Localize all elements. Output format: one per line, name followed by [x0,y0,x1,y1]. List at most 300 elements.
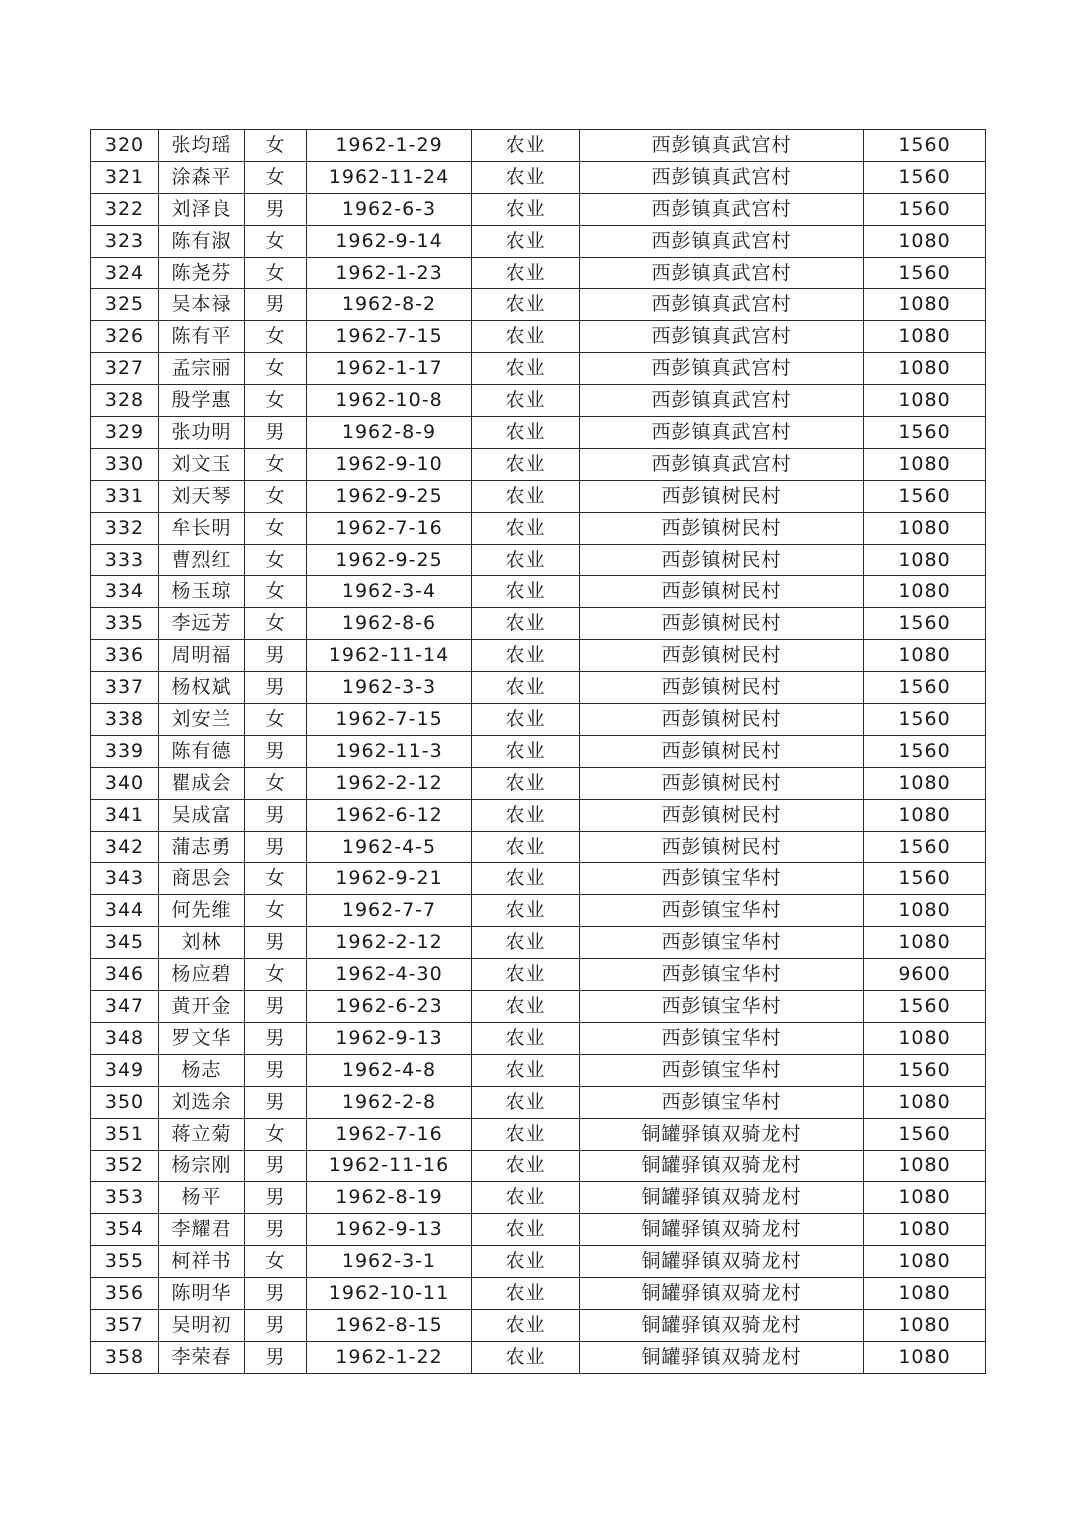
birth-date-cell: 1962-9-13 [307,1022,472,1054]
birth-date-cell: 1962-7-16 [307,1118,472,1150]
name-cell: 杨宗刚 [159,1150,245,1182]
birth-date-cell: 1962-2-12 [307,927,472,959]
village-cell: 铜罐驿镇双骑龙村 [580,1278,864,1310]
table-row [91,480,986,512]
gender-cell: 女 [245,512,307,544]
name-cell: 刘文玉 [159,448,245,480]
village-cell: 西彭镇树民村 [580,799,864,831]
amount-cell: 1560 [864,672,986,704]
name-cell: 杨权斌 [159,672,245,704]
table-row [91,353,986,385]
occupation-cell: 农业 [472,704,580,736]
gender-cell: 女 [245,1246,307,1278]
row-number-cell: 357 [91,1309,159,1341]
amount-cell: 1560 [864,193,986,225]
village-cell: 西彭镇真武宫村 [580,289,864,321]
village-cell: 西彭镇宝华村 [580,1086,864,1118]
row-number-cell: 335 [91,608,159,640]
row-number-cell: 334 [91,576,159,608]
gender-cell: 男 [245,1022,307,1054]
gender-cell: 女 [245,959,307,991]
gender-cell: 男 [245,1086,307,1118]
occupation-cell: 农业 [472,385,580,417]
table-row [91,321,986,353]
table-row [91,512,986,544]
amount-cell: 1560 [864,704,986,736]
table-row [91,289,986,321]
gender-cell: 女 [245,704,307,736]
row-number-cell: 355 [91,1246,159,1278]
row-number-cell: 351 [91,1118,159,1150]
birth-date-cell: 1962-6-23 [307,991,472,1023]
occupation-cell: 农业 [472,1182,580,1214]
occupation-cell: 农业 [472,672,580,704]
occupation-cell: 农业 [472,1118,580,1150]
amount-cell: 1560 [864,608,986,640]
table-row [91,130,986,162]
table-row [91,1086,986,1118]
birth-date-cell: 1962-2-12 [307,767,472,799]
gender-cell: 女 [245,448,307,480]
table-row [91,735,986,767]
table-row [91,576,986,608]
gender-cell: 女 [245,130,307,162]
village-cell: 铜罐驿镇双骑龙村 [580,1150,864,1182]
name-cell: 张均瑶 [159,130,245,162]
occupation-cell: 农业 [472,959,580,991]
birth-date-cell: 1962-1-17 [307,353,472,385]
occupation-cell: 农业 [472,927,580,959]
name-cell: 杨志 [159,1054,245,1086]
name-cell: 罗文华 [159,1022,245,1054]
birth-date-cell: 1962-4-5 [307,831,472,863]
amount-cell: 1080 [864,767,986,799]
village-cell: 西彭镇树民村 [580,735,864,767]
row-number-cell: 354 [91,1214,159,1246]
birth-date-cell: 1962-8-9 [307,417,472,449]
village-cell: 西彭镇树民村 [580,544,864,576]
occupation-cell: 农业 [472,257,580,289]
amount-cell: 1080 [864,385,986,417]
row-number-cell: 358 [91,1341,159,1373]
gender-cell: 男 [245,735,307,767]
amount-cell: 1080 [864,895,986,927]
row-number-cell: 329 [91,417,159,449]
village-cell: 西彭镇宝华村 [580,959,864,991]
amount-cell: 1080 [864,927,986,959]
occupation-cell: 农业 [472,417,580,449]
village-cell: 西彭镇宝华村 [580,991,864,1023]
village-cell: 西彭镇树民村 [580,576,864,608]
table-row [91,1309,986,1341]
table-row [91,927,986,959]
occupation-cell: 农业 [472,895,580,927]
row-number-cell: 328 [91,385,159,417]
row-number-cell: 348 [91,1022,159,1054]
gender-cell: 女 [245,576,307,608]
gender-cell: 女 [245,225,307,257]
name-cell: 涂森平 [159,161,245,193]
table-row [91,831,986,863]
table-row [91,1054,986,1086]
occupation-cell: 农业 [472,193,580,225]
name-cell: 孟宗丽 [159,353,245,385]
row-number-cell: 323 [91,225,159,257]
name-cell: 刘泽良 [159,193,245,225]
occupation-cell: 农业 [472,1309,580,1341]
village-cell: 西彭镇真武宫村 [580,161,864,193]
gender-cell: 男 [245,1341,307,1373]
occupation-cell: 农业 [472,321,580,353]
occupation-cell: 农业 [472,767,580,799]
village-cell: 西彭镇真武宫村 [580,353,864,385]
birth-date-cell: 1962-7-15 [307,704,472,736]
occupation-cell: 农业 [472,512,580,544]
gender-cell: 男 [245,640,307,672]
row-number-cell: 342 [91,831,159,863]
table-row [91,767,986,799]
village-cell: 铜罐驿镇双骑龙村 [580,1118,864,1150]
gender-cell: 男 [245,991,307,1023]
gender-cell: 男 [245,799,307,831]
village-cell: 西彭镇宝华村 [580,1054,864,1086]
birth-date-cell: 1962-1-22 [307,1341,472,1373]
gender-cell: 女 [245,321,307,353]
row-number-cell: 325 [91,289,159,321]
occupation-cell: 农业 [472,1022,580,1054]
name-cell: 刘选余 [159,1086,245,1118]
occupation-cell: 农业 [472,544,580,576]
gender-cell: 女 [245,767,307,799]
gender-cell: 男 [245,927,307,959]
row-number-cell: 341 [91,799,159,831]
name-cell: 蒋立菊 [159,1118,245,1150]
occupation-cell: 农业 [472,353,580,385]
birth-date-cell: 1962-9-21 [307,863,472,895]
row-number-cell: 336 [91,640,159,672]
gender-cell: 女 [245,544,307,576]
gender-cell: 男 [245,289,307,321]
occupation-cell: 农业 [472,161,580,193]
birth-date-cell: 1962-3-1 [307,1246,472,1278]
village-cell: 西彭镇真武宫村 [580,417,864,449]
name-cell: 刘天琴 [159,480,245,512]
occupation-cell: 农业 [472,1054,580,1086]
birth-date-cell: 1962-7-16 [307,512,472,544]
gender-cell: 女 [245,257,307,289]
gender-cell: 男 [245,1182,307,1214]
occupation-cell: 农业 [472,448,580,480]
occupation-cell: 农业 [472,1246,580,1278]
table-row [91,1246,986,1278]
table-row [91,161,986,193]
occupation-cell: 农业 [472,1150,580,1182]
village-cell: 西彭镇树民村 [580,640,864,672]
birth-date-cell: 1962-9-10 [307,448,472,480]
occupation-cell: 农业 [472,799,580,831]
gender-cell: 女 [245,863,307,895]
amount-cell: 1560 [864,735,986,767]
occupation-cell: 农业 [472,831,580,863]
amount-cell: 1080 [864,1341,986,1373]
name-cell: 陈尧芬 [159,257,245,289]
village-cell: 西彭镇树民村 [580,672,864,704]
village-cell: 西彭镇真武宫村 [580,257,864,289]
table-row [91,672,986,704]
roster-table-body [91,130,986,1374]
row-number-cell: 340 [91,767,159,799]
name-cell: 吴明初 [159,1309,245,1341]
amount-cell: 1560 [864,1054,986,1086]
table-row [91,225,986,257]
name-cell: 陈有淑 [159,225,245,257]
table-row [91,544,986,576]
row-number-cell: 346 [91,959,159,991]
birth-date-cell: 1962-10-8 [307,385,472,417]
birth-date-cell: 1962-11-16 [307,1150,472,1182]
name-cell: 陈有平 [159,321,245,353]
name-cell: 刘林 [159,927,245,959]
name-cell: 吴本禄 [159,289,245,321]
table-row [91,608,986,640]
village-cell: 西彭镇真武宫村 [580,130,864,162]
name-cell: 陈有德 [159,735,245,767]
name-cell: 杨平 [159,1182,245,1214]
occupation-cell: 农业 [472,735,580,767]
table-row [91,193,986,225]
table-row [91,1278,986,1310]
occupation-cell: 农业 [472,1214,580,1246]
row-number-cell: 337 [91,672,159,704]
gender-cell: 男 [245,1150,307,1182]
birth-date-cell: 1962-4-8 [307,1054,472,1086]
table-row [91,385,986,417]
birth-date-cell: 1962-8-2 [307,289,472,321]
amount-cell: 1560 [864,831,986,863]
gender-cell: 男 [245,417,307,449]
row-number-cell: 332 [91,512,159,544]
birth-date-cell: 1962-7-15 [307,321,472,353]
amount-cell: 1080 [864,321,986,353]
village-cell: 西彭镇宝华村 [580,863,864,895]
occupation-cell: 农业 [472,1341,580,1373]
amount-cell: 1560 [864,161,986,193]
amount-cell: 9600 [864,959,986,991]
village-cell: 铜罐驿镇双骑龙村 [580,1246,864,1278]
table-row [91,863,986,895]
amount-cell: 1560 [864,417,986,449]
table-row [91,991,986,1023]
table-row [91,1022,986,1054]
amount-cell: 1560 [864,991,986,1023]
birth-date-cell: 1962-9-25 [307,480,472,512]
row-number-cell: 344 [91,895,159,927]
row-number-cell: 330 [91,448,159,480]
row-number-cell: 320 [91,130,159,162]
village-cell: 西彭镇真武宫村 [580,321,864,353]
occupation-cell: 农业 [472,225,580,257]
occupation-cell: 农业 [472,640,580,672]
name-cell: 刘安兰 [159,704,245,736]
gender-cell: 女 [245,1118,307,1150]
birth-date-cell: 1962-7-7 [307,895,472,927]
name-cell: 陈明华 [159,1278,245,1310]
birth-date-cell: 1962-9-25 [307,544,472,576]
birth-date-cell: 1962-6-3 [307,193,472,225]
name-cell: 柯祥书 [159,1246,245,1278]
name-cell: 李荣春 [159,1341,245,1373]
village-cell: 西彭镇树民村 [580,831,864,863]
gender-cell: 女 [245,608,307,640]
row-number-cell: 338 [91,704,159,736]
table-row [91,895,986,927]
occupation-cell: 农业 [472,1278,580,1310]
occupation-cell: 农业 [472,1086,580,1118]
birth-date-cell: 1962-10-11 [307,1278,472,1310]
birth-date-cell: 1962-1-29 [307,130,472,162]
amount-cell: 1080 [864,448,986,480]
name-cell: 张功明 [159,417,245,449]
village-cell: 西彭镇宝华村 [580,1022,864,1054]
name-cell: 蒲志勇 [159,831,245,863]
amount-cell: 1080 [864,289,986,321]
row-number-cell: 347 [91,991,159,1023]
village-cell: 西彭镇宝华村 [580,927,864,959]
row-number-cell: 327 [91,353,159,385]
table-row [91,417,986,449]
row-number-cell: 331 [91,480,159,512]
table-row [91,704,986,736]
amount-cell: 1080 [864,1309,986,1341]
roster-table [90,129,986,1374]
birth-date-cell: 1962-11-3 [307,735,472,767]
village-cell: 铜罐驿镇双骑龙村 [580,1214,864,1246]
amount-cell: 1080 [864,1022,986,1054]
name-cell: 何先维 [159,895,245,927]
gender-cell: 女 [245,385,307,417]
birth-date-cell: 1962-2-8 [307,1086,472,1118]
row-number-cell: 349 [91,1054,159,1086]
name-cell: 吴成富 [159,799,245,831]
amount-cell: 1080 [864,1182,986,1214]
table-row [91,448,986,480]
amount-cell: 1080 [864,799,986,831]
amount-cell: 1080 [864,1278,986,1310]
name-cell: 黄开金 [159,991,245,1023]
birth-date-cell: 1962-3-3 [307,672,472,704]
amount-cell: 1560 [864,480,986,512]
table-row [91,1182,986,1214]
birth-date-cell: 1962-8-15 [307,1309,472,1341]
village-cell: 西彭镇树民村 [580,480,864,512]
gender-cell: 女 [245,480,307,512]
occupation-cell: 农业 [472,576,580,608]
table-row [91,257,986,289]
table-row [91,799,986,831]
village-cell: 西彭镇真武宫村 [580,225,864,257]
row-number-cell: 350 [91,1086,159,1118]
gender-cell: 女 [245,161,307,193]
row-number-cell: 343 [91,863,159,895]
birth-date-cell: 1962-9-14 [307,225,472,257]
gender-cell: 女 [245,353,307,385]
name-cell: 瞿成会 [159,767,245,799]
name-cell: 杨玉琼 [159,576,245,608]
row-number-cell: 352 [91,1150,159,1182]
table-row [91,640,986,672]
gender-cell: 男 [245,1214,307,1246]
name-cell: 殷学惠 [159,385,245,417]
table-row [91,1214,986,1246]
birth-date-cell: 1962-8-19 [307,1182,472,1214]
occupation-cell: 农业 [472,289,580,321]
gender-cell: 男 [245,193,307,225]
name-cell: 周明福 [159,640,245,672]
birth-date-cell: 1962-8-6 [307,608,472,640]
amount-cell: 1080 [864,1246,986,1278]
gender-cell: 男 [245,672,307,704]
gender-cell: 男 [245,1054,307,1086]
amount-cell: 1080 [864,576,986,608]
row-number-cell: 326 [91,321,159,353]
amount-cell: 1080 [864,1214,986,1246]
gender-cell: 女 [245,895,307,927]
birth-date-cell: 1962-6-12 [307,799,472,831]
row-number-cell: 339 [91,735,159,767]
village-cell: 西彭镇树民村 [580,767,864,799]
village-cell: 西彭镇真武宫村 [580,448,864,480]
occupation-cell: 农业 [472,863,580,895]
name-cell: 李远芳 [159,608,245,640]
table-row [91,1341,986,1373]
village-cell: 西彭镇真武宫村 [580,385,864,417]
birth-date-cell: 1962-3-4 [307,576,472,608]
amount-cell: 1560 [864,130,986,162]
village-cell: 西彭镇真武宫村 [580,193,864,225]
name-cell: 杨应碧 [159,959,245,991]
amount-cell: 1080 [864,512,986,544]
village-cell: 西彭镇树民村 [580,512,864,544]
row-number-cell: 333 [91,544,159,576]
village-cell: 西彭镇宝华村 [580,895,864,927]
amount-cell: 1080 [864,353,986,385]
occupation-cell: 农业 [472,991,580,1023]
village-cell: 铜罐驿镇双骑龙村 [580,1309,864,1341]
gender-cell: 男 [245,1278,307,1310]
birth-date-cell: 1962-11-14 [307,640,472,672]
occupation-cell: 农业 [472,608,580,640]
gender-cell: 男 [245,831,307,863]
table-row [91,959,986,991]
row-number-cell: 321 [91,161,159,193]
gender-cell: 男 [245,1309,307,1341]
amount-cell: 1080 [864,1086,986,1118]
amount-cell: 1080 [864,225,986,257]
village-cell: 铜罐驿镇双骑龙村 [580,1182,864,1214]
amount-cell: 1080 [864,544,986,576]
birth-date-cell: 1962-1-23 [307,257,472,289]
row-number-cell: 324 [91,257,159,289]
name-cell: 商思会 [159,863,245,895]
table-row [91,1118,986,1150]
amount-cell: 1560 [864,863,986,895]
amount-cell: 1560 [864,257,986,289]
village-cell: 西彭镇树民村 [580,608,864,640]
occupation-cell: 农业 [472,130,580,162]
name-cell: 李耀君 [159,1214,245,1246]
amount-cell: 1080 [864,640,986,672]
amount-cell: 1080 [864,1150,986,1182]
